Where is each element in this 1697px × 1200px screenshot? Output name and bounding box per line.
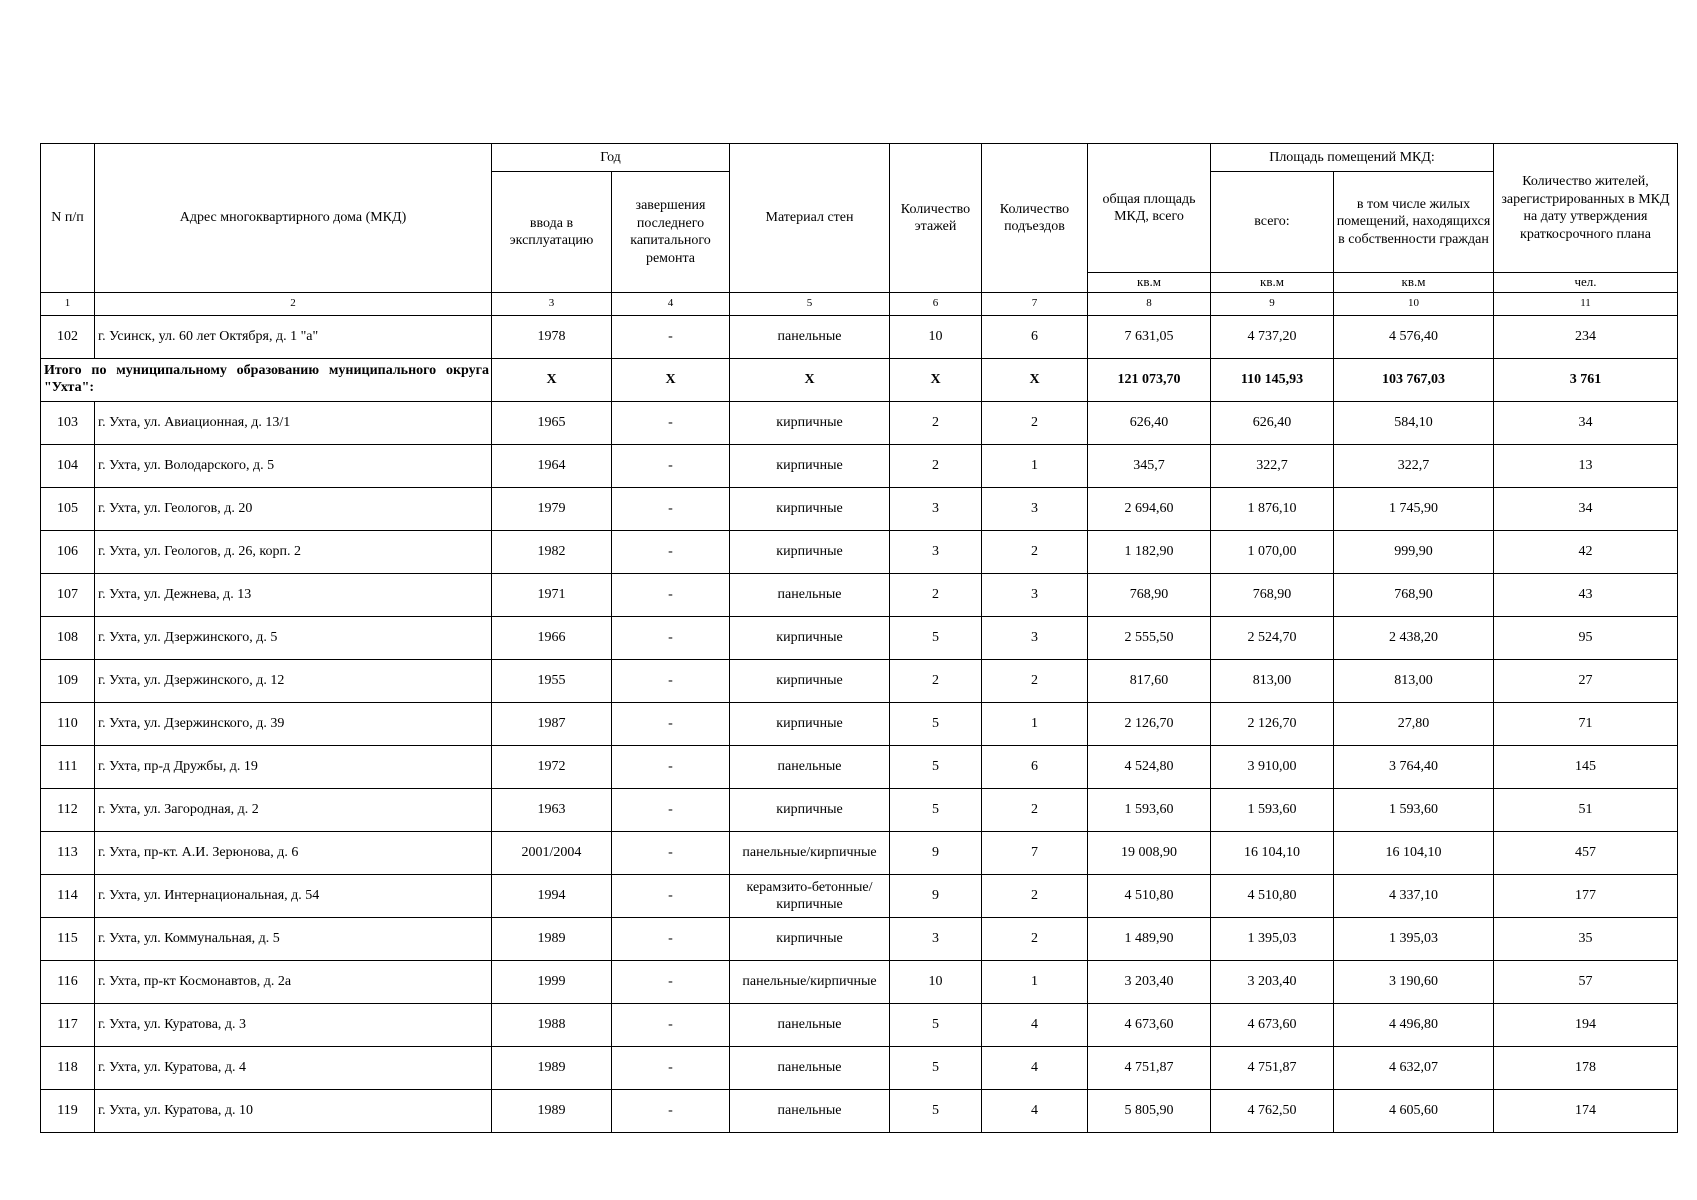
cell-floors: 5 [890, 746, 982, 789]
column-number: 7 [982, 293, 1088, 316]
cell-total-area: 1 593,60 [1088, 789, 1211, 832]
column-number: 6 [890, 293, 982, 316]
cell-year-repair: - [612, 445, 730, 488]
cell-premises-all: 4 762,50 [1211, 1090, 1334, 1133]
cell-entrances: 2 [982, 918, 1088, 961]
cell-entrances: 4 [982, 1090, 1088, 1133]
cell-residents: 457 [1494, 832, 1678, 875]
cell-year-commission: 2001/2004 [492, 832, 612, 875]
cell-wall-material: кирпичные [730, 617, 890, 660]
cell-residents: 3 761 [1494, 359, 1678, 402]
column-number: 2 [95, 293, 492, 316]
cell-entrances: 4 [982, 1004, 1088, 1047]
cell-year-commission: 1989 [492, 1047, 612, 1090]
cell-year-repair: - [612, 918, 730, 961]
cell-year-repair: - [612, 316, 730, 359]
cell-wall-material: X [730, 359, 890, 402]
cell-num: 108 [41, 617, 95, 660]
cell-year-commission: 1982 [492, 531, 612, 574]
table-row [41, 617, 1678, 660]
cell-floors: 2 [890, 574, 982, 617]
cell-residents: 194 [1494, 1004, 1678, 1047]
cell-entrances: 3 [982, 574, 1088, 617]
cell-floors: 3 [890, 918, 982, 961]
table-row [41, 1047, 1678, 1090]
cell-num: 114 [41, 875, 95, 918]
cell-premises-all: 3 910,00 [1211, 746, 1334, 789]
cell-year-commission: 1989 [492, 1090, 612, 1133]
cell-year-repair: - [612, 660, 730, 703]
cell-premises-private: 1 745,90 [1334, 488, 1494, 531]
cell-wall-material: кирпичные [730, 789, 890, 832]
cell-premises-private: 27,80 [1334, 703, 1494, 746]
cell-premises-private: 322,7 [1334, 445, 1494, 488]
cell-premises-private: 584,10 [1334, 402, 1494, 445]
cell-year-commission: 1989 [492, 918, 612, 961]
cell-premises-all: 813,00 [1211, 660, 1334, 703]
cell-total-area: 2 694,60 [1088, 488, 1211, 531]
table-row [41, 316, 1678, 359]
cell-year-commission: 1965 [492, 402, 612, 445]
cell-year-repair: - [612, 789, 730, 832]
cell-premises-all: 1 395,03 [1211, 918, 1334, 961]
cell-address: г. Ухта, пр-д Дружбы, д. 19 [95, 746, 492, 789]
cell-premises-private: 999,90 [1334, 531, 1494, 574]
cell-total-area: 4 524,80 [1088, 746, 1211, 789]
cell-num: 107 [41, 574, 95, 617]
cell-total-area: 3 203,40 [1088, 961, 1211, 1004]
cell-premises-all: 110 145,93 [1211, 359, 1334, 402]
table-row [41, 746, 1678, 789]
cell-address: г. Ухта, ул. Авиационная, д. 13/1 [95, 402, 492, 445]
cell-entrances: 2 [982, 531, 1088, 574]
header-year-commission: ввода в эксплуатацию [492, 172, 612, 293]
cell-year-repair: - [612, 961, 730, 1004]
cell-residents: 145 [1494, 746, 1678, 789]
cell-residents: 27 [1494, 660, 1678, 703]
cell-residents: 35 [1494, 918, 1678, 961]
column-number: 1 [41, 293, 95, 316]
cell-year-repair: X [612, 359, 730, 402]
cell-premises-private: 4 632,07 [1334, 1047, 1494, 1090]
cell-wall-material: панельные/кирпичные [730, 832, 890, 875]
cell-address: г. Ухта, ул. Коммунальная, д. 5 [95, 918, 492, 961]
cell-entrances: 2 [982, 402, 1088, 445]
table-row [41, 875, 1678, 918]
cell-entrances: 3 [982, 488, 1088, 531]
cell-year-commission: 1978 [492, 316, 612, 359]
cell-address: г. Ухта, ул. Геологов, д. 20 [95, 488, 492, 531]
column-number-row [41, 293, 1678, 316]
unit-total-area: кв.м [1088, 273, 1211, 293]
cell-total-area: 1 182,90 [1088, 531, 1211, 574]
cell-entrances: 2 [982, 875, 1088, 918]
cell-residents: 234 [1494, 316, 1678, 359]
cell-year-commission: 1999 [492, 961, 612, 1004]
cell-address: г. Ухта, ул. Дзержинского, д. 39 [95, 703, 492, 746]
cell-total-area: 817,60 [1088, 660, 1211, 703]
cell-wall-material: панельные [730, 574, 890, 617]
housing-register-table [40, 143, 1678, 1133]
table-row [41, 488, 1678, 531]
cell-residents: 43 [1494, 574, 1678, 617]
cell-premises-private: 4 576,40 [1334, 316, 1494, 359]
cell-total-area: 2 126,70 [1088, 703, 1211, 746]
column-number: 10 [1334, 293, 1494, 316]
cell-address: г. Ухта, пр-кт Космонавтов, д. 2а [95, 961, 492, 1004]
cell-year-repair: - [612, 531, 730, 574]
table-row [41, 531, 1678, 574]
cell-premises-private: 1 593,60 [1334, 789, 1494, 832]
cell-floors: 10 [890, 316, 982, 359]
column-number: 8 [1088, 293, 1211, 316]
cell-wall-material: панельные [730, 746, 890, 789]
cell-wall-material: керамзито-бетонные/кирпичные [730, 875, 890, 918]
cell-premises-all: 2 524,70 [1211, 617, 1334, 660]
cell-num: 110 [41, 703, 95, 746]
cell-entrances: 6 [982, 746, 1088, 789]
cell-year-repair: - [612, 402, 730, 445]
header-address: Адрес многоквартирного дома (МКД) [95, 144, 492, 293]
cell-total-area: 7 631,05 [1088, 316, 1211, 359]
cell-total-area: 345,7 [1088, 445, 1211, 488]
cell-residents: 177 [1494, 875, 1678, 918]
cell-residents: 13 [1494, 445, 1678, 488]
cell-year-repair: - [612, 1047, 730, 1090]
cell-premises-private: 3 764,40 [1334, 746, 1494, 789]
cell-floors: 10 [890, 961, 982, 1004]
cell-year-commission: 1987 [492, 703, 612, 746]
cell-num: 115 [41, 918, 95, 961]
cell-entrances: 2 [982, 789, 1088, 832]
cell-residents: 95 [1494, 617, 1678, 660]
cell-address: г. Ухта, ул. Куратова, д. 10 [95, 1090, 492, 1133]
cell-premises-all: 4 510,80 [1211, 875, 1334, 918]
cell-num: 109 [41, 660, 95, 703]
cell-num: 119 [41, 1090, 95, 1133]
cell-address: г. Ухта, ул. Дзержинского, д. 12 [95, 660, 492, 703]
cell-year-commission: 1971 [492, 574, 612, 617]
cell-total-area: 4 673,60 [1088, 1004, 1211, 1047]
cell-year-commission: 1972 [492, 746, 612, 789]
table-row [41, 574, 1678, 617]
header-year-repair: завершения последнего капитального ремонта [612, 172, 730, 293]
cell-premises-private: 4 496,80 [1334, 1004, 1494, 1047]
cell-year-repair: - [612, 574, 730, 617]
cell-total-area: 121 073,70 [1088, 359, 1211, 402]
cell-floors: 2 [890, 402, 982, 445]
cell-premises-all: 322,7 [1211, 445, 1334, 488]
cell-premises-private: 4 605,60 [1334, 1090, 1494, 1133]
table-body [41, 316, 1678, 1133]
header-wall-material: Материал стен [730, 144, 890, 293]
cell-premises-all: 3 203,40 [1211, 961, 1334, 1004]
column-number: 3 [492, 293, 612, 316]
cell-total-area: 4 751,87 [1088, 1047, 1211, 1090]
cell-entrances: 1 [982, 961, 1088, 1004]
cell-year-commission: 1963 [492, 789, 612, 832]
cell-wall-material: кирпичные [730, 660, 890, 703]
cell-premises-all: 1 876,10 [1211, 488, 1334, 531]
cell-residents: 42 [1494, 531, 1678, 574]
cell-year-repair: - [612, 617, 730, 660]
cell-floors: 2 [890, 660, 982, 703]
column-number: 11 [1494, 293, 1678, 316]
unit-premises-all: кв.м [1211, 273, 1334, 293]
table-row [41, 660, 1678, 703]
cell-wall-material: панельные [730, 316, 890, 359]
cell-year-commission: 1966 [492, 617, 612, 660]
cell-premises-all: 768,90 [1211, 574, 1334, 617]
cell-num: 103 [41, 402, 95, 445]
cell-address: г. Ухта, ул. Володарского, д. 5 [95, 445, 492, 488]
cell-entrances: 3 [982, 617, 1088, 660]
cell-premises-private: 1 395,03 [1334, 918, 1494, 961]
cell-residents: 34 [1494, 488, 1678, 531]
header-year-group: Год [492, 144, 730, 172]
unit-premises-private: кв.м [1334, 273, 1494, 293]
cell-premises-private: 2 438,20 [1334, 617, 1494, 660]
cell-premises-private: 813,00 [1334, 660, 1494, 703]
cell-address: г. Ухта, ул. Дежнева, д. 13 [95, 574, 492, 617]
cell-year-repair: - [612, 1004, 730, 1047]
header-premises-private: в том числе жилых помещений, находящихся в собственности граждан [1334, 172, 1494, 273]
cell-premises-all: 1 070,00 [1211, 531, 1334, 574]
table-row [41, 832, 1678, 875]
cell-floors: 5 [890, 703, 982, 746]
total-row [41, 359, 1678, 402]
table-row [41, 1004, 1678, 1047]
table-row [41, 1090, 1678, 1133]
cell-year-commission: 1964 [492, 445, 612, 488]
cell-year-commission: 1979 [492, 488, 612, 531]
cell-total-area: 4 510,80 [1088, 875, 1211, 918]
cell-residents: 71 [1494, 703, 1678, 746]
cell-wall-material: кирпичные [730, 531, 890, 574]
cell-entrances: X [982, 359, 1088, 402]
cell-premises-all: 4 751,87 [1211, 1047, 1334, 1090]
cell-total-area: 1 489,90 [1088, 918, 1211, 961]
cell-address: г. Ухта, ул. Интернациональная, д. 54 [95, 875, 492, 918]
cell-wall-material: кирпичные [730, 918, 890, 961]
cell-num: 117 [41, 1004, 95, 1047]
cell-entrances: 7 [982, 832, 1088, 875]
cell-wall-material: кирпичные [730, 488, 890, 531]
header-premises-all: всего: [1211, 172, 1334, 273]
cell-address: Итого по муниципальному образованию муниципального округа "Ухта": [41, 359, 492, 402]
table-row [41, 961, 1678, 1004]
cell-num: 106 [41, 531, 95, 574]
cell-year-repair: - [612, 746, 730, 789]
cell-num: 102 [41, 316, 95, 359]
cell-year-repair: - [612, 875, 730, 918]
cell-num: 112 [41, 789, 95, 832]
cell-total-area: 2 555,50 [1088, 617, 1211, 660]
header-floors: Количество этажей [890, 144, 982, 293]
column-number: 4 [612, 293, 730, 316]
cell-wall-material: панельные [730, 1090, 890, 1133]
cell-premises-private: 16 104,10 [1334, 832, 1494, 875]
table-row [41, 445, 1678, 488]
cell-residents: 178 [1494, 1047, 1678, 1090]
cell-year-commission: 1988 [492, 1004, 612, 1047]
cell-entrances: 4 [982, 1047, 1088, 1090]
cell-num: 116 [41, 961, 95, 1004]
cell-num: 118 [41, 1047, 95, 1090]
cell-premises-all: 2 126,70 [1211, 703, 1334, 746]
cell-floors: 3 [890, 531, 982, 574]
cell-year-repair: - [612, 1090, 730, 1133]
cell-floors: 5 [890, 1004, 982, 1047]
cell-residents: 34 [1494, 402, 1678, 445]
cell-year-commission: 1955 [492, 660, 612, 703]
cell-entrances: 1 [982, 703, 1088, 746]
cell-year-commission: 1994 [492, 875, 612, 918]
cell-floors: 5 [890, 1047, 982, 1090]
header-residents: Количество жителей, зарегистрированных в МКД на дату утверждения краткосрочного плана [1494, 144, 1678, 273]
cell-residents: 174 [1494, 1090, 1678, 1133]
cell-floors: 5 [890, 1090, 982, 1133]
cell-wall-material: кирпичные [730, 445, 890, 488]
cell-premises-all: 16 104,10 [1211, 832, 1334, 875]
header-premises-group: Площадь помещений МКД: [1211, 144, 1494, 172]
table-row [41, 789, 1678, 832]
cell-floors: 5 [890, 789, 982, 832]
cell-total-area: 768,90 [1088, 574, 1211, 617]
cell-premises-private: 3 190,60 [1334, 961, 1494, 1004]
cell-floors: 9 [890, 875, 982, 918]
cell-address: г. Усинск, ул. 60 лет Октября, д. 1 "а" [95, 316, 492, 359]
cell-total-area: 626,40 [1088, 402, 1211, 445]
cell-address: г. Ухта, ул. Дзержинского, д. 5 [95, 617, 492, 660]
cell-premises-private: 103 767,03 [1334, 359, 1494, 402]
cell-address: г. Ухта, ул. Загородная, д. 2 [95, 789, 492, 832]
cell-floors: 9 [890, 832, 982, 875]
cell-address: г. Ухта, ул. Геологов, д. 26, корп. 2 [95, 531, 492, 574]
cell-premises-private: 4 337,10 [1334, 875, 1494, 918]
cell-premises-all: 4 673,60 [1211, 1004, 1334, 1047]
cell-floors: 3 [890, 488, 982, 531]
cell-floors: X [890, 359, 982, 402]
header-num: N п/п [41, 144, 95, 293]
cell-year-repair: - [612, 703, 730, 746]
header-entrances: Количество подъездов [982, 144, 1088, 293]
cell-entrances: 2 [982, 660, 1088, 703]
cell-num: 113 [41, 832, 95, 875]
cell-total-area: 19 008,90 [1088, 832, 1211, 875]
column-number: 9 [1211, 293, 1334, 316]
cell-total-area: 5 805,90 [1088, 1090, 1211, 1133]
cell-address: г. Ухта, ул. Куратова, д. 4 [95, 1047, 492, 1090]
cell-year-commission: X [492, 359, 612, 402]
unit-residents: чел. [1494, 273, 1678, 293]
table-row [41, 402, 1678, 445]
table-row [41, 703, 1678, 746]
cell-num: 111 [41, 746, 95, 789]
cell-entrances: 6 [982, 316, 1088, 359]
header-total-area: общая площадь МКД, всего [1088, 144, 1211, 273]
cell-premises-all: 4 737,20 [1211, 316, 1334, 359]
table-row [41, 918, 1678, 961]
cell-premises-private: 768,90 [1334, 574, 1494, 617]
cell-wall-material: панельные/кирпичные [730, 961, 890, 1004]
column-number: 5 [730, 293, 890, 316]
cell-wall-material: панельные [730, 1004, 890, 1047]
cell-num: 104 [41, 445, 95, 488]
cell-num: 105 [41, 488, 95, 531]
cell-wall-material: панельные [730, 1047, 890, 1090]
cell-year-repair: - [612, 488, 730, 531]
cell-residents: 57 [1494, 961, 1678, 1004]
cell-address: г. Ухта, ул. Куратова, д. 3 [95, 1004, 492, 1047]
cell-floors: 2 [890, 445, 982, 488]
cell-residents: 51 [1494, 789, 1678, 832]
cell-year-repair: - [612, 832, 730, 875]
cell-wall-material: кирпичные [730, 703, 890, 746]
cell-floors: 5 [890, 617, 982, 660]
cell-premises-all: 1 593,60 [1211, 789, 1334, 832]
cell-address: г. Ухта, пр-кт. А.И. Зерюнова, д. 6 [95, 832, 492, 875]
cell-premises-all: 626,40 [1211, 402, 1334, 445]
cell-entrances: 1 [982, 445, 1088, 488]
cell-wall-material: кирпичные [730, 402, 890, 445]
